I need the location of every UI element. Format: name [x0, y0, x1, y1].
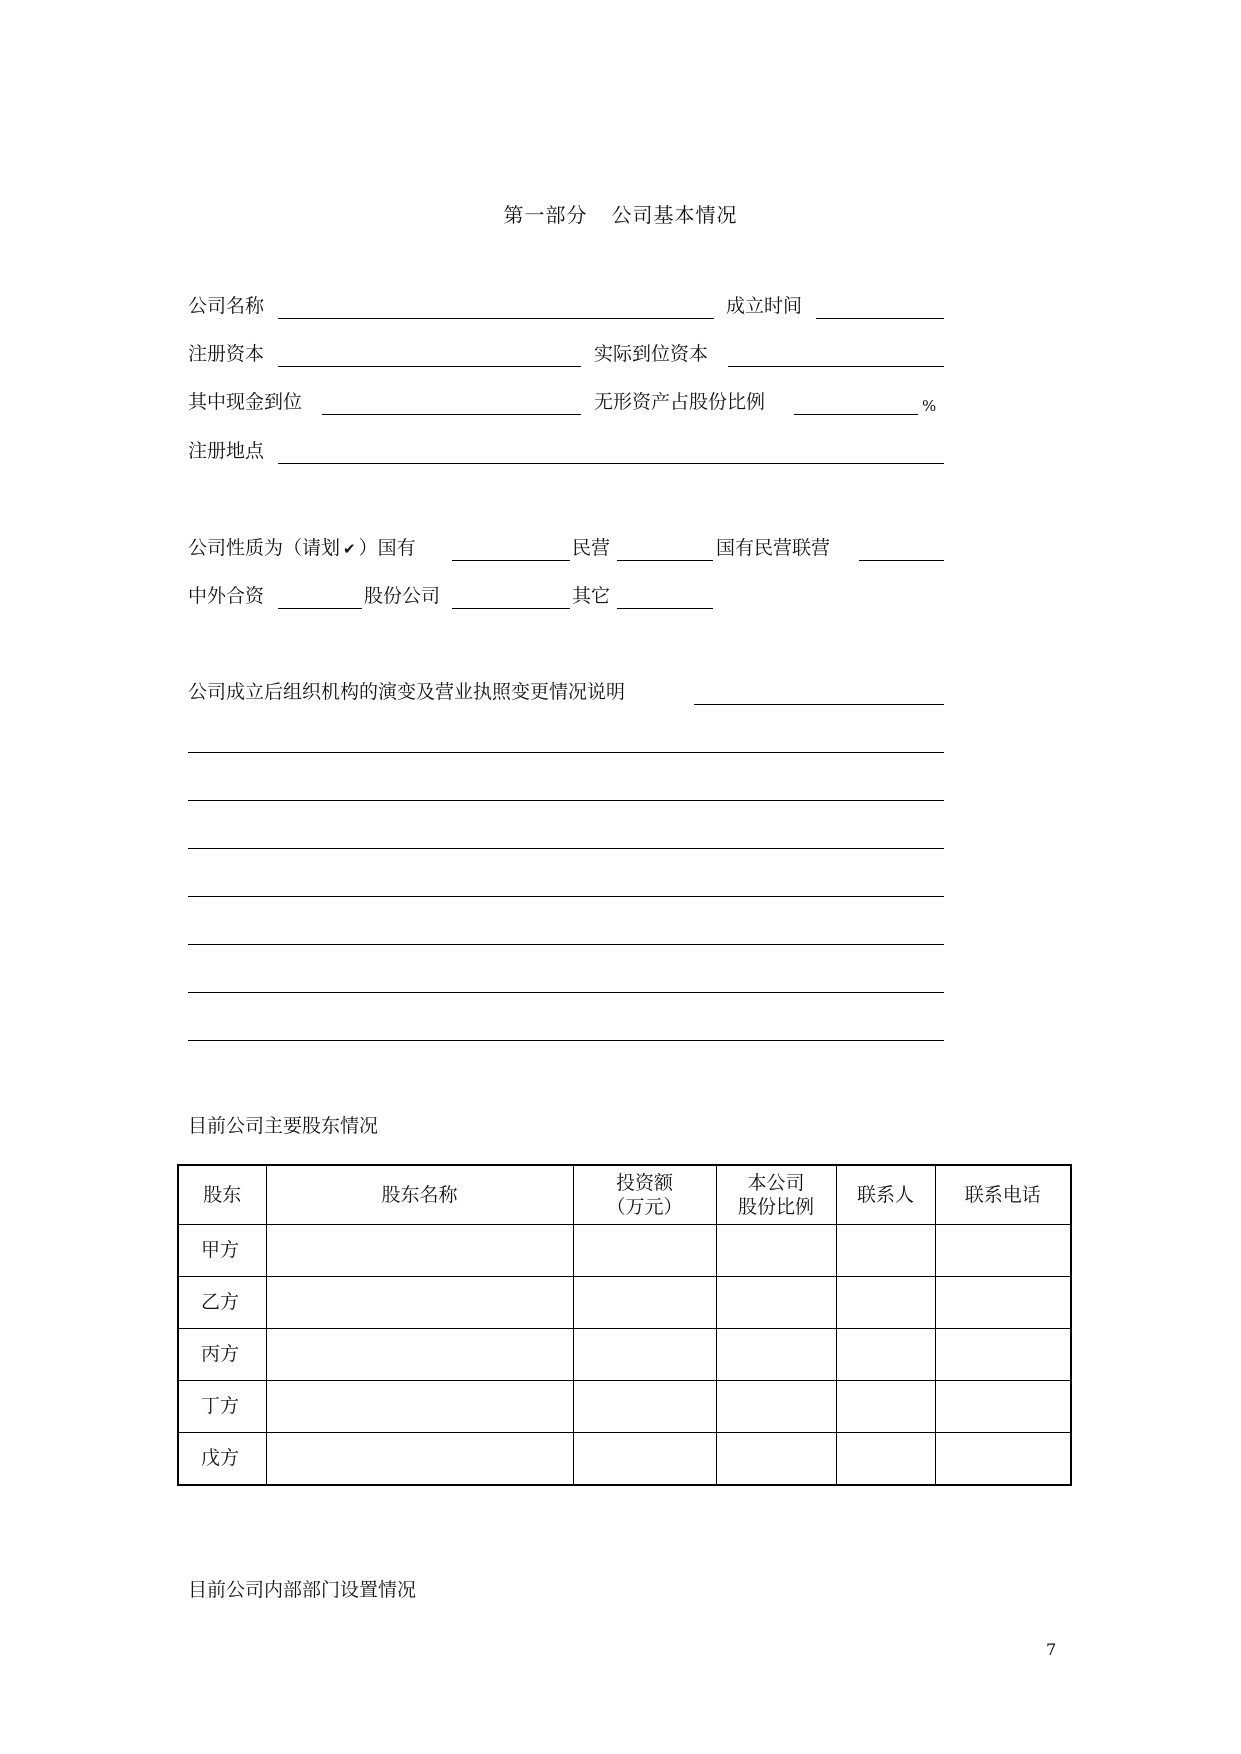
evolution-line[interactable]: [188, 896, 944, 897]
row-party-label: 甲方: [178, 1225, 266, 1277]
joint-stock-label: 股份公司: [364, 585, 441, 607]
cash-paid-field[interactable]: [322, 414, 581, 415]
registered-capital-field[interactable]: [278, 366, 581, 367]
joint-stock-field[interactable]: [452, 608, 570, 609]
evolution-line[interactable]: [188, 848, 944, 849]
col-contact: 联系人: [836, 1165, 935, 1225]
cell-contact[interactable]: [836, 1225, 935, 1277]
section-part-label: 第一部分: [503, 203, 588, 227]
cell-phone[interactable]: [935, 1328, 1071, 1380]
evolution-line[interactable]: [188, 752, 944, 753]
col-share-ratio-line1: 本公司: [747, 1172, 805, 1194]
row-party-label: 戊方: [178, 1432, 266, 1485]
table-row: [178, 1276, 1071, 1328]
col-investment-line1: 投资额: [615, 1172, 673, 1194]
cash-paid-label: 其中现金到位: [188, 391, 303, 413]
state-owned-field[interactable]: [452, 560, 570, 561]
company-name-field[interactable]: [278, 318, 714, 319]
cell-name[interactable]: [266, 1380, 573, 1432]
cell-phone[interactable]: [935, 1380, 1071, 1432]
nature-prompt-before: 公司性质为（请划: [188, 537, 341, 559]
section-title: [0, 199, 1241, 228]
row-party-label: 乙方: [178, 1276, 266, 1328]
cell-investment[interactable]: [573, 1380, 716, 1432]
shareholders-heading: 目前公司主要股东情况: [188, 1115, 379, 1137]
state-private-label: 国有民营联营: [716, 537, 831, 559]
sino-foreign-label: 中外合资: [188, 585, 265, 607]
evolution-label: 公司成立后组织机构的演变及营业执照变更情况说明: [188, 681, 626, 703]
cell-contact[interactable]: [836, 1328, 935, 1380]
cell-phone[interactable]: [935, 1276, 1071, 1328]
private-field[interactable]: [617, 560, 713, 561]
table-row: [178, 1328, 1071, 1380]
paid-capital-label: 实际到位资本: [594, 343, 709, 365]
cell-investment[interactable]: [573, 1225, 716, 1277]
col-investment: [573, 1165, 716, 1225]
cell-phone[interactable]: [935, 1225, 1071, 1277]
evolution-line[interactable]: [188, 992, 944, 993]
table-row: [178, 1225, 1071, 1277]
col-shareholder-name: 股东名称: [266, 1165, 573, 1225]
nature-prompt-after: ）国有: [358, 537, 416, 559]
founded-label: 成立时间: [726, 295, 803, 317]
private-label: 民营: [572, 537, 611, 559]
cell-ratio[interactable]: [716, 1380, 836, 1432]
col-investment-line2: （万元）: [606, 1196, 683, 1218]
paid-capital-field[interactable]: [728, 366, 944, 367]
cell-name[interactable]: [266, 1276, 573, 1328]
registered-address-label: 注册地点: [188, 440, 265, 462]
evolution-field-first[interactable]: [694, 704, 944, 705]
evolution-line[interactable]: [188, 800, 944, 801]
company-name-label: 公司名称: [188, 295, 265, 317]
table-row: [178, 1380, 1071, 1432]
row-party-label: 丙方: [178, 1328, 266, 1380]
col-shareholder: 股东: [178, 1165, 266, 1225]
cell-ratio[interactable]: [716, 1225, 836, 1277]
evolution-line[interactable]: [188, 944, 944, 945]
other-field[interactable]: [617, 608, 713, 609]
intangible-ratio-label: 无形资产占股份比例: [594, 391, 766, 413]
state-private-field[interactable]: [859, 560, 944, 561]
cell-name[interactable]: [266, 1225, 573, 1277]
other-label: 其它: [572, 585, 611, 607]
cell-name[interactable]: [266, 1432, 573, 1485]
cell-contact[interactable]: [836, 1432, 935, 1485]
intangible-ratio-field[interactable]: [794, 414, 918, 415]
page-number: 7: [1046, 1640, 1057, 1659]
nature-prompt: [188, 536, 416, 561]
check-mark-icon: ✔: [343, 540, 356, 558]
departments-heading: 目前公司内部部门设置情况: [188, 1579, 417, 1601]
col-share-ratio-line2: 股份比例: [737, 1196, 814, 1218]
table-row: [178, 1432, 1071, 1485]
section-name-label: 公司基本情况: [611, 203, 738, 227]
registered-address-field[interactable]: [278, 463, 944, 464]
table-header-row: [178, 1165, 1071, 1225]
shareholders-table: [177, 1164, 1072, 1486]
col-share-ratio: [716, 1165, 836, 1225]
cell-phone[interactable]: [935, 1432, 1071, 1485]
cell-ratio[interactable]: [716, 1432, 836, 1485]
col-phone: 联系电话: [935, 1165, 1071, 1225]
cell-contact[interactable]: [836, 1380, 935, 1432]
cell-investment[interactable]: [573, 1276, 716, 1328]
cell-contact[interactable]: [836, 1276, 935, 1328]
cell-ratio[interactable]: [716, 1328, 836, 1380]
evolution-line[interactable]: [188, 1040, 944, 1041]
cell-name[interactable]: [266, 1328, 573, 1380]
row-party-label: 丁方: [178, 1380, 266, 1432]
sino-foreign-field[interactable]: [278, 608, 362, 609]
cell-investment[interactable]: [573, 1432, 716, 1485]
registered-capital-label: 注册资本: [188, 343, 265, 365]
founded-field[interactable]: [816, 318, 944, 319]
percent-sign: %: [922, 397, 937, 415]
cell-investment[interactable]: [573, 1328, 716, 1380]
cell-ratio[interactable]: [716, 1276, 836, 1328]
